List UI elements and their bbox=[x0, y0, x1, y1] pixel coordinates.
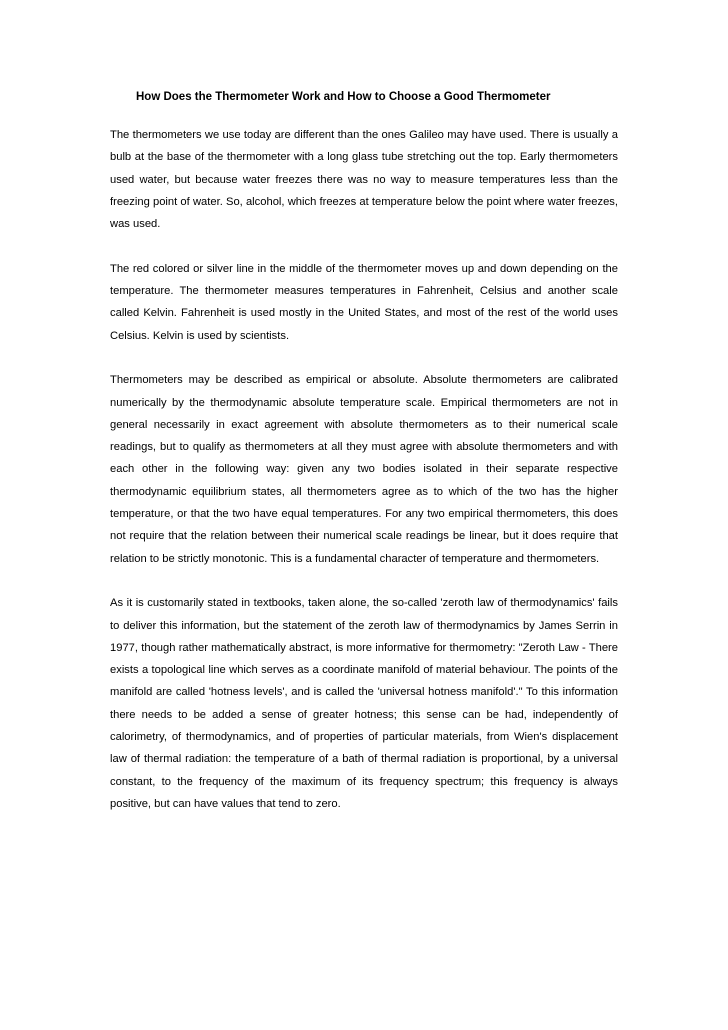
paragraph-zeroth-law: As it is customarily stated in textbooks, taken alone, the so-called 'zeroth law of thermodynamics' fails to deliver this information, but the statement of the zeroth law of thermodynamics by James Serrin in 1977, though rather mathematically abstract, is more informative for thermometry: "Zeroth Law - There exists a topological line which serves as a coordinate manifold of material behaviour. The points of the manifold are called 'hotness levels', and is called the 'universal hotness manifold'." To this information there needs to be added a sense of greater hotness; this sense can be had, independently of calorimetry, of thermodynamics, and of properties of particular materials, from Wien's displacement law of thermal radiation: the temperature of a bath of thermal radiation is proportional, by a universal constant, to the frequency of the maximum of its frequency spectrum; this frequency is always positive, but can have values that tend to zero. bbox=[110, 597, 618, 810]
document-body bbox=[110, 124, 618, 838]
paragraph-empirical-absolute: Thermometers may be described as empirical or absolute. Absolute thermometers are calibrated numerically by the thermodynamic absolute temperature scale. Empirical thermometers are not in general necessarily in exact agreement with absolute thermometers as to their numerical scale readings, but to qualify as thermometers at all they must agree with absolute thermometers and with each other in the following way: given any two bodies isolated in their separate respective thermodynamic equilibrium states, all thermometers agree as to which of the two has the higher temperature, or that the two have equal temperatures. For any two empirical thermometers, this does not require that the relation between their numerical scale readings be linear, but it does require that relation to be strictly monotonic. This is a fundamental character of temperature and thermometers. bbox=[110, 374, 618, 565]
paragraph-temperature-scales: The red colored or silver line in the middle of the thermometer moves up and down depending on the temperature. The thermometer measures temperatures in Fahrenheit, Celsius and another scale called Kelvin. Fahrenheit is used mostly in the United States, and most of the rest of the world uses Celsius. Kelvin is used by scientists. bbox=[110, 262, 618, 342]
paragraph-galileo-thermometers: The thermometers we use today are different than the ones Galileo may have used. There is usually a bulb at the base of the thermometer with a long glass tube stretching out the top. Early thermometers used water, but because water freezes there was no way to measure temperatures less than the freezing point of water. So, alcohol, which freezes at temperature below the point where water freezes, was used. bbox=[110, 129, 618, 231]
document-title: How Does the Thermometer Work and How to Choose a Good Thermometer bbox=[136, 91, 551, 103]
